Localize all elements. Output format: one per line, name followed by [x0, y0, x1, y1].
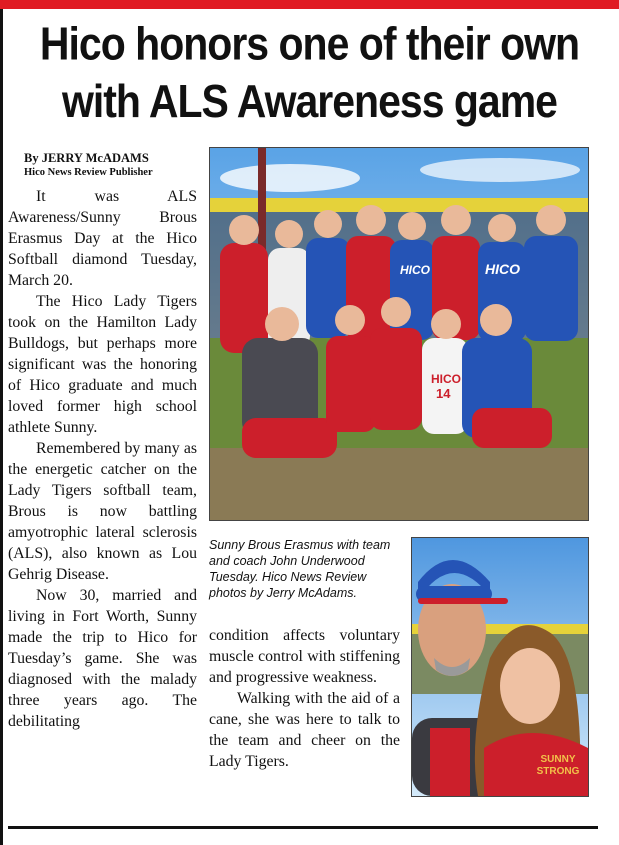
- jersey-text: HICO: [485, 261, 520, 277]
- article-headline: [8, 16, 611, 130]
- paragraph: condition affects voluntary muscle control with stiffening and progressive weakness.: [209, 627, 400, 686]
- byline-author: By JERRY McADAMS: [24, 151, 149, 165]
- jersey-text: HICO: [431, 372, 461, 386]
- byline: [24, 151, 204, 180]
- byline-title: Hico News Review Publisher: [24, 167, 153, 178]
- paragraph: Walking with the aid of a cane, she was here to talk to the team and cheer on the Lady Tigers.: [209, 690, 400, 770]
- paragraph: Now 30, married and living in Fort Worth, Sunny made the trip to Hico for Tuesday’s game. She was diagnosed with the malady three years ago. The debilitating: [8, 587, 197, 730]
- article-column-1: [8, 186, 197, 732]
- shirt-text: SUNNY: [540, 754, 576, 765]
- left-column-rule: [0, 9, 3, 845]
- bottom-rule: [8, 826, 598, 829]
- team-photo: [209, 147, 589, 521]
- paragraph: The Hico Lady Tigers took on the Hamilton Lady Bulldogs, but perhaps more significant was the honoring of Hico graduate and much loved former high school athlete Sunny.: [8, 293, 197, 436]
- team-photo-illustration: [210, 148, 588, 520]
- coach-photo-illustration: [412, 538, 588, 796]
- jersey-number: 14: [436, 386, 451, 401]
- top-red-rule: [0, 0, 619, 9]
- paragraph: Remembered by many as the energetic catcher on the Lady Tigers softball team, Brous is now battling amyotrophic lateral sclerosis (ALS), also known as Lou Gehrig Disease.: [8, 440, 197, 583]
- jersey-text: HICO: [400, 263, 430, 277]
- article-column-2: [209, 625, 400, 772]
- shirt-text: STRONG: [536, 766, 580, 777]
- coach-and-sunny-photo: [411, 537, 589, 797]
- photo-caption: Sunny Brous Erasmus with team and coach John Underwood Tuesday. Hico News Review photos by Jerry McAdams.: [209, 538, 391, 600]
- headline-line-2: with ALS Awareness game: [62, 75, 557, 127]
- headline-line-1: Hico honors one of their own: [39, 18, 580, 70]
- paragraph: It was ALS Awareness/Sunny Brous Erasmus Day at the Hico Softball diamond Tuesday, March 20.: [8, 188, 197, 289]
